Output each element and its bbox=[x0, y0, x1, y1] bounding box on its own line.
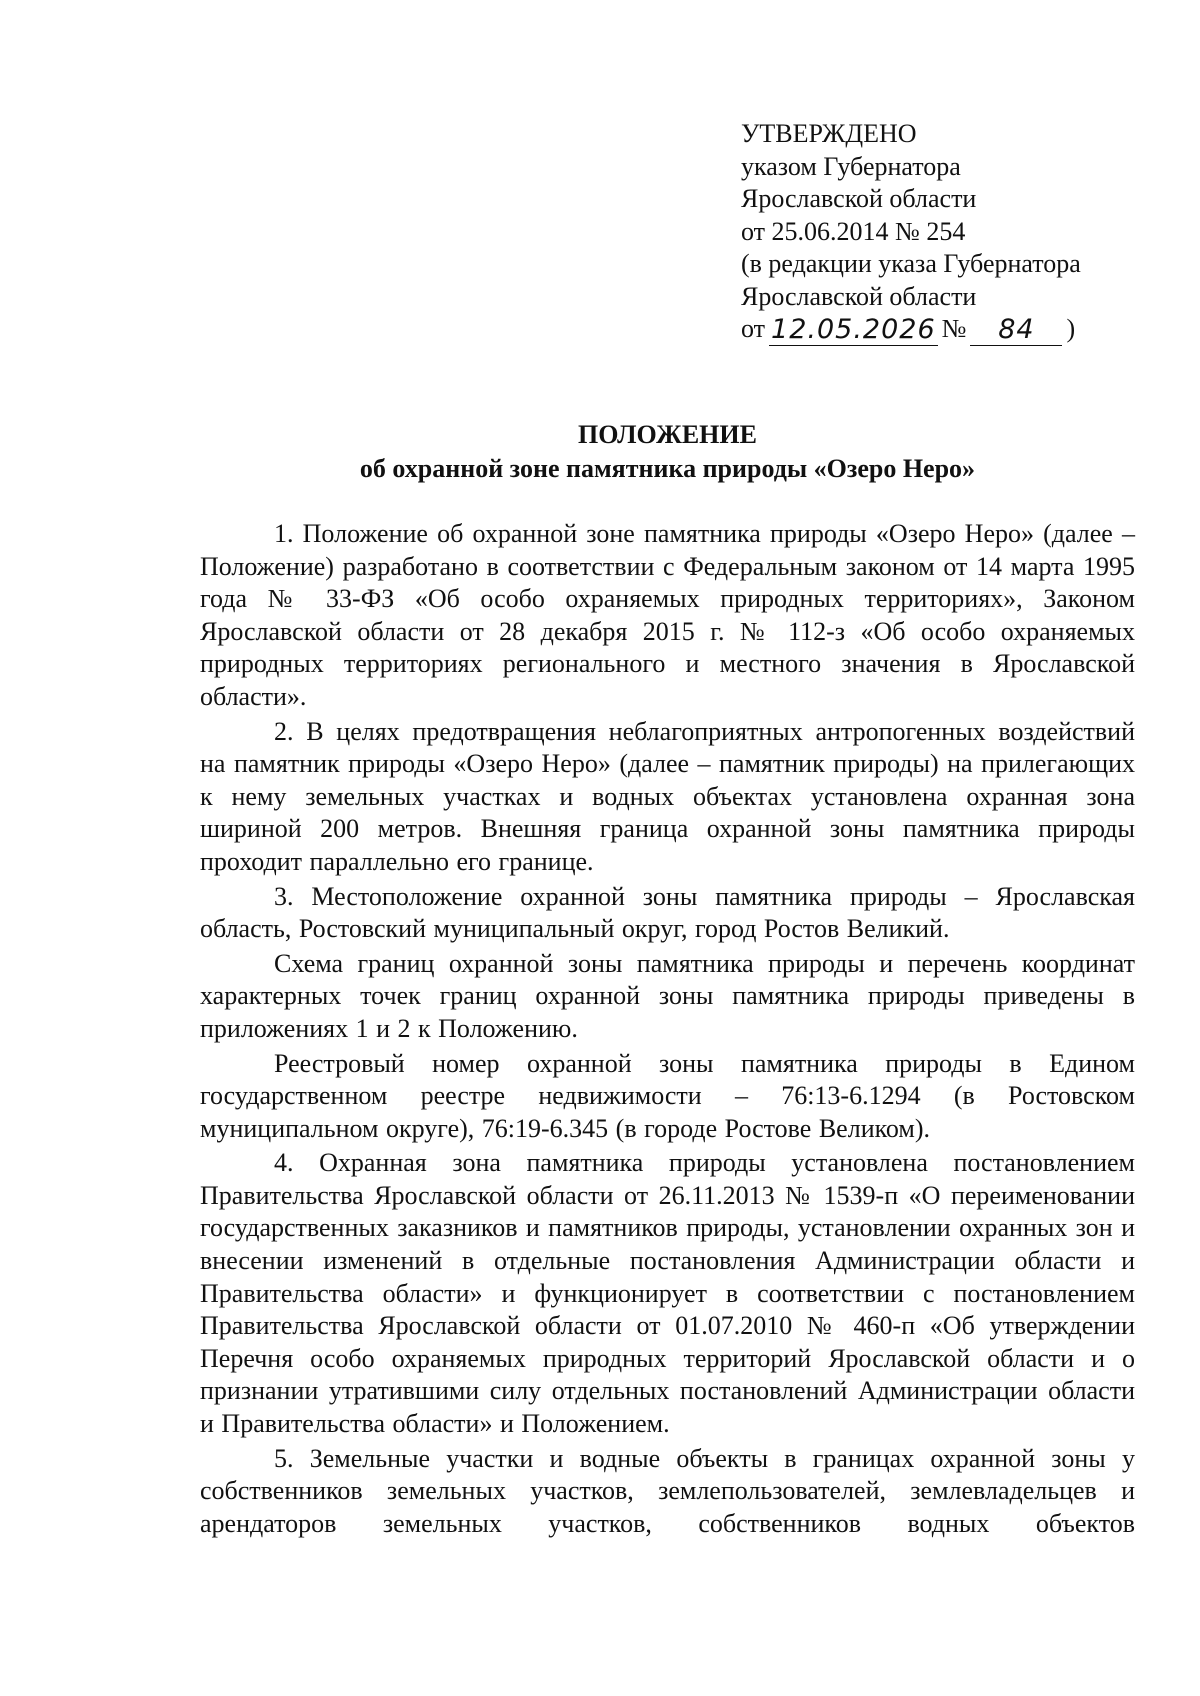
handwritten-number: 84 bbox=[970, 315, 1062, 346]
title-main: ПОЛОЖЕНИЕ bbox=[578, 420, 757, 449]
approval-line: (в редакции указа Губернатора bbox=[741, 249, 1081, 278]
amendment-prefix: от bbox=[741, 314, 766, 343]
approval-stamp bbox=[741, 118, 1081, 346]
paragraph: 1. Положение об охранной зоне памятника природы «Озеро Неро» (далее – Положение) разработано в соответствии с Федеральным законом от 14 марта 1995 года № 33-ФЗ «Об особо охраняемых природных территориях», Законом Ярославской области от 28 декабря 2015 г. № 112-з «Об особо охраняемых природных территориях регионального и местного значения в Ярославской области». bbox=[200, 519, 1135, 711]
approval-line: Ярославской области bbox=[741, 184, 977, 213]
paragraph: 3. Местоположение охранной зоны памятника природы – Ярославская область, Ростовский муниципальный округ, город Ростов Великий. bbox=[200, 881, 1135, 944]
approval-line: от 25.06.2014 № 254 bbox=[741, 216, 966, 246]
paragraph: 2. В целях предотвращения неблагоприятных антропогенных воздействий на памятник природы «Озеро Неро» (далее – памятник природы) на прилегающих к нему земельных участках и водных объектах установлена охранная зона шириной 200 метров. Внешняя граница охранной зоны памятника природы проходит параллельно его границе. bbox=[200, 716, 1135, 876]
closing-parenthesis: ) bbox=[1066, 314, 1076, 343]
paragraph: Схема границ охранной зоны памятника природы и перечень координат характерных точек границ охранной зоны памятника природы приведены в приложениях 1 и 2 к Положению. bbox=[200, 948, 1135, 1043]
document-title bbox=[200, 418, 1135, 486]
handwritten-date: 12.05.2026 bbox=[771, 313, 936, 345]
approval-line: указом Губернатора bbox=[741, 151, 961, 181]
amendment-reference-line bbox=[741, 313, 1081, 346]
number-sign: № bbox=[941, 314, 967, 343]
approval-line: УТВЕРЖДЕНО bbox=[741, 119, 917, 148]
document-body bbox=[200, 518, 1135, 1540]
approval-line: Ярославской области bbox=[741, 281, 977, 311]
paragraph: 5. Земельные участки и водные объекты в границах охранной зоны у собственников земельных участков, землепользователей, землевладельцев и арендаторов земельных участков, собственников водных объектов bbox=[200, 1443, 1135, 1538]
title-subtitle: об охранной зоне памятника природы «Озеро Неро» bbox=[359, 454, 976, 483]
paragraph: 4. Охранная зона памятника природы установлена постановлением Правительства Ярославской области от 26.11.2013 № 1539-п «О переименовании государственных заказников и памятников природы, установлении охранных зон и внесении изменений в отдельные постановления Администрации области и Правительства области» и функционирует в соответствии с постановлением Правительства Ярославской области от 01.07.2010 № 460-п «Об утверждении Перечня особо охраняемых природных территорий Ярославской области и о признании утратившими силу отдельных постановлений Администрации области и Правительства области» и Положением. bbox=[200, 1148, 1135, 1439]
paragraph: Реестровый номер охранной зоны памятника природы в Едином государственном реестре недвижимости – 76:13-6.1294 (в Ростовском муниципальном округе), 76:19-6.345 (в городе Ростове Великом). bbox=[200, 1048, 1135, 1143]
